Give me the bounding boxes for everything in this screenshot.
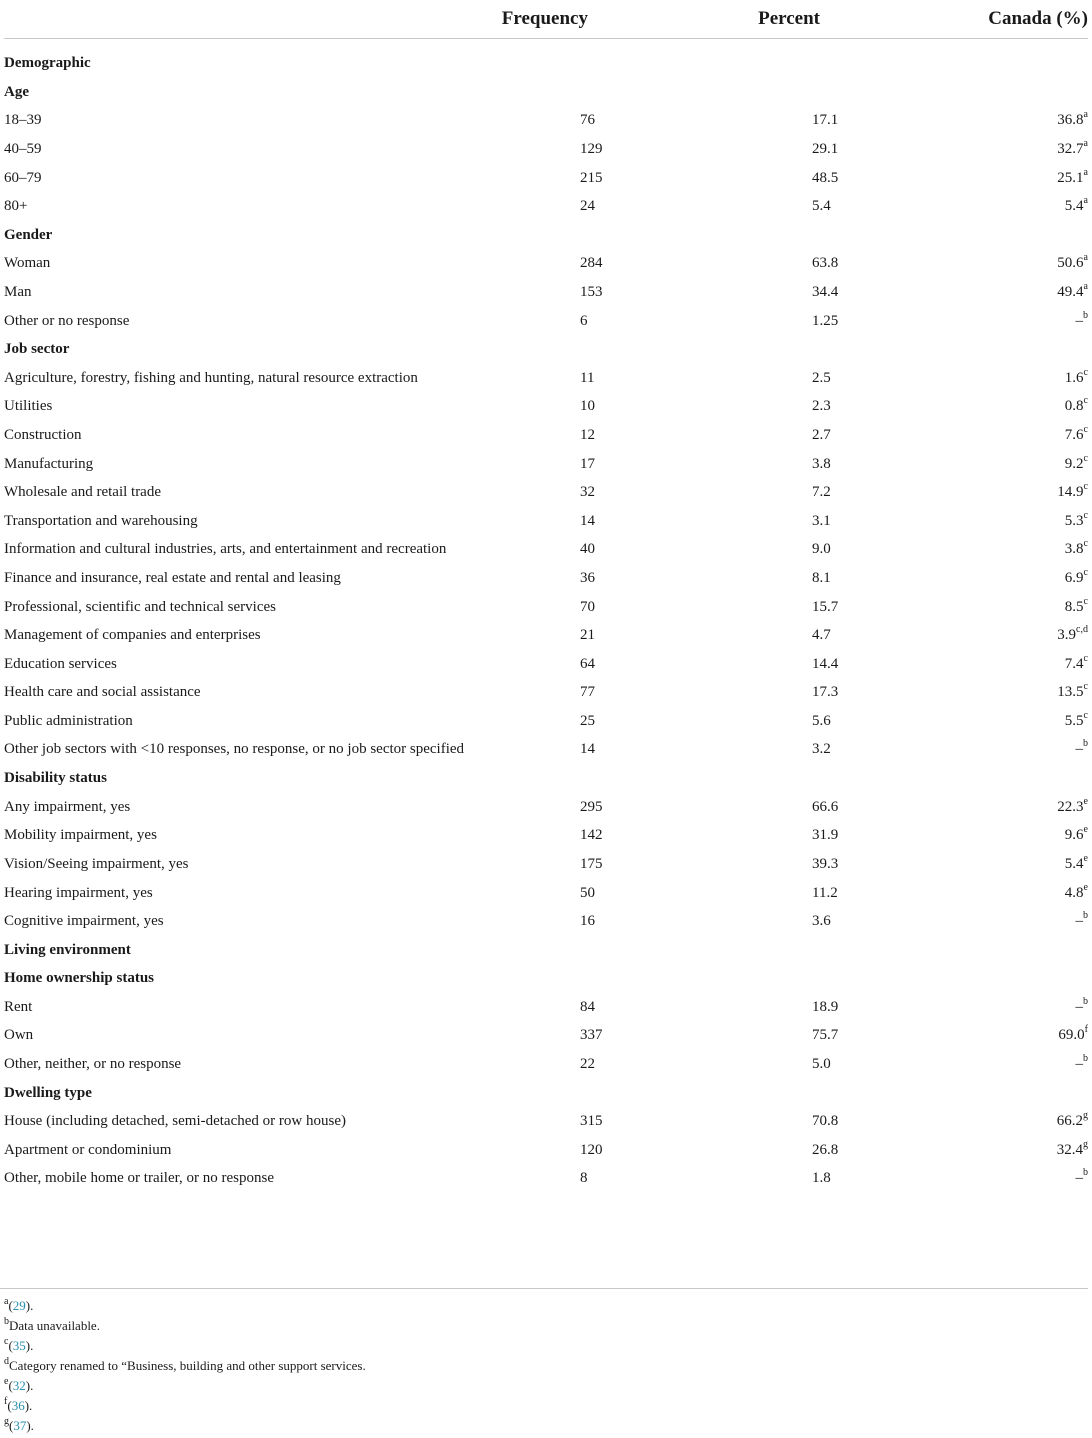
row-label: Wholesale and retail trade [4, 484, 162, 501]
canada-cell [919, 1107, 1088, 1136]
percent-cell: 63.8 [812, 255, 839, 272]
frequency-cell: 295 [580, 798, 603, 815]
percent-cell: 18.9 [812, 998, 839, 1015]
table-row [4, 1050, 1088, 1079]
canada-value: 32.7 [1057, 141, 1084, 158]
canada-cell [919, 1164, 1088, 1193]
canada-cell [919, 421, 1088, 450]
footnote-text: ( [7, 1398, 12, 1413]
frequency-cell: 215 [580, 169, 603, 186]
canada-value: 9.2 [1064, 455, 1084, 472]
footnote-text: ( [9, 1418, 14, 1433]
row-label: Rent [4, 998, 33, 1015]
table-row [4, 278, 1088, 307]
row-label: Other, mobile home or trailer, or no response [4, 1170, 274, 1187]
table-row [4, 135, 1088, 164]
percent-cell: 3.6 [812, 913, 831, 930]
canada-cell [919, 278, 1088, 307]
footnote-marker: b [1083, 738, 1088, 750]
footnote-text: ( [8, 1298, 13, 1313]
canada-cell [919, 735, 1088, 764]
percent-cell: 4.7 [812, 627, 831, 644]
row-label: Other or no response [4, 312, 130, 329]
header-canada: Canada (%) [919, 0, 1088, 39]
percent-cell: 17.3 [812, 684, 839, 701]
percent-cell: 7.2 [812, 484, 831, 501]
table-row [4, 421, 1088, 450]
table-row [4, 306, 1088, 335]
section-row [4, 764, 1088, 793]
percent-cell: 5.0 [812, 1056, 831, 1073]
frequency-cell: 6 [580, 312, 588, 329]
footnote-mark: b [4, 1315, 9, 1327]
footnote-marker: c [1083, 538, 1088, 550]
row-label: 60–79 [4, 169, 42, 186]
table-row [4, 621, 1088, 650]
row-label: Public administration [4, 712, 133, 729]
canada-value: – [1075, 1056, 1083, 1073]
footnote-marker: e [1083, 824, 1088, 836]
footnote-marker: a [1083, 166, 1088, 178]
canada-cell [919, 649, 1088, 678]
canada-value: 36.8 [1057, 112, 1084, 129]
canada-value: 3.8 [1064, 541, 1084, 558]
header-frequency: Frequency [474, 0, 714, 39]
table-row [4, 792, 1088, 821]
canada-cell [919, 707, 1088, 736]
percent-cell: 2.5 [812, 369, 831, 386]
table-bottom-rule [0, 1288, 1088, 1289]
percent-cell: 29.1 [812, 141, 839, 158]
percent-cell: 31.9 [812, 827, 839, 844]
frequency-cell: 14 [580, 512, 595, 529]
frequency-cell: 129 [580, 141, 603, 158]
frequency-cell: 8 [580, 1170, 588, 1187]
footnote-suffix: ). [25, 1378, 34, 1393]
footnote-marker: a [1083, 138, 1088, 150]
percent-cell: 9.0 [812, 541, 831, 558]
footnote-mark: g [4, 1415, 9, 1427]
footnote-suffix: ). [24, 1398, 33, 1413]
canada-value: 49.4 [1057, 284, 1084, 301]
table-row [4, 821, 1088, 850]
canada-cell [919, 449, 1088, 478]
table-row [4, 449, 1088, 478]
canada-cell [919, 907, 1088, 936]
footnote-marker: b [1083, 910, 1088, 922]
canada-cell [919, 592, 1088, 621]
canada-cell [919, 135, 1088, 164]
footnote-marker: b [1083, 309, 1088, 321]
table-row [4, 478, 1088, 507]
canada-value: 7.6 [1064, 427, 1084, 444]
canada-value: 9.6 [1064, 827, 1084, 844]
table-row [4, 1021, 1088, 1050]
section-heading: Gender [4, 226, 53, 243]
section-heading: Job sector [4, 341, 70, 358]
footnote-marker: c [1083, 481, 1088, 493]
frequency-cell: 40 [580, 541, 595, 558]
canada-cell [919, 564, 1088, 593]
percent-cell: 26.8 [812, 1141, 839, 1158]
footnote-marker: g [1083, 1138, 1088, 1150]
section-row [4, 39, 1088, 78]
footnote-suffix: ). [25, 1298, 34, 1313]
canada-cell [919, 192, 1088, 221]
footnotes [4, 1296, 366, 1436]
percent-cell: 70.8 [812, 1113, 839, 1130]
footnote-marker: b [1083, 1053, 1088, 1065]
canada-value: 14.9 [1057, 484, 1084, 501]
canada-value: 5.4 [1064, 855, 1084, 872]
canada-cell [919, 507, 1088, 536]
table-row [4, 535, 1088, 564]
canada-value: 5.4 [1064, 198, 1084, 215]
frequency-cell: 142 [580, 827, 603, 844]
percent-cell: 75.7 [812, 1027, 839, 1044]
footnote-marker: f [1084, 1024, 1088, 1036]
canada-cell [919, 392, 1088, 421]
frequency-cell: 36 [580, 569, 595, 586]
canada-cell [919, 478, 1088, 507]
footnote-item [4, 1416, 366, 1436]
reference-link[interactable]: 29 [12, 1298, 26, 1313]
reference-link[interactable]: 32 [12, 1378, 26, 1393]
percent-cell: 66.6 [812, 798, 839, 815]
footnote-marker: a [1083, 281, 1088, 293]
footnote-marker: c [1083, 652, 1088, 664]
percent-cell: 2.7 [812, 427, 831, 444]
frequency-cell: 11 [580, 369, 595, 386]
canada-cell [919, 535, 1088, 564]
percent-cell: 2.3 [812, 398, 831, 415]
table-container [4, 0, 1088, 1193]
row-label: Finance and insurance, real estate and rental and leasing [4, 569, 341, 586]
section-heading: Disability status [4, 770, 107, 787]
row-label: Own [4, 1027, 34, 1044]
footnote-mark: e [4, 1375, 9, 1387]
table-row [4, 249, 1088, 278]
row-label: Mobility impairment, yes [4, 827, 157, 844]
canada-cell [919, 106, 1088, 135]
canada-cell [919, 306, 1088, 335]
footnote-item [4, 1316, 366, 1336]
canada-value: – [1075, 1170, 1083, 1187]
row-label: Apartment or condominium [4, 1141, 172, 1158]
section-row [4, 935, 1088, 964]
canada-value: 0.8 [1064, 398, 1084, 415]
footnote-mark: c [4, 1335, 9, 1347]
frequency-cell: 32 [580, 484, 595, 501]
percent-cell: 15.7 [812, 598, 839, 615]
frequency-cell: 337 [580, 1027, 603, 1044]
footnote-marker: c [1083, 595, 1088, 607]
header-percent: Percent [714, 0, 919, 39]
frequency-cell: 76 [580, 112, 595, 129]
canada-value: 8.5 [1064, 598, 1084, 615]
reference-link[interactable]: 35 [12, 1338, 26, 1353]
canada-value: 6.9 [1064, 569, 1084, 586]
frequency-cell: 17 [580, 455, 595, 472]
canada-value: 7.4 [1064, 655, 1084, 672]
canada-cell [919, 678, 1088, 707]
percent-cell: 14.4 [812, 655, 839, 672]
footnote-marker: g [1083, 1110, 1088, 1122]
canada-cell [919, 364, 1088, 393]
canada-value: – [1075, 913, 1083, 930]
canada-value: – [1075, 998, 1083, 1015]
section-row [4, 221, 1088, 250]
table-header [4, 0, 1088, 39]
frequency-cell: 284 [580, 255, 603, 272]
footnote-marker: c [1083, 681, 1088, 693]
frequency-cell: 50 [580, 884, 595, 901]
footnote-marker: a [1083, 109, 1088, 121]
section-heading: Living environment [4, 941, 131, 958]
canada-cell [919, 821, 1088, 850]
table-row [4, 1107, 1088, 1136]
table-row [4, 106, 1088, 135]
canada-cell [919, 792, 1088, 821]
percent-cell: 11.2 [812, 884, 838, 901]
footnote-marker: b [1083, 1167, 1088, 1179]
footnote-item [4, 1296, 366, 1316]
table-row [4, 592, 1088, 621]
footnote-suffix: ). [25, 1338, 34, 1353]
table-row [4, 993, 1088, 1022]
table-row [4, 878, 1088, 907]
footnote-item [4, 1396, 366, 1416]
row-label: Manufacturing [4, 455, 94, 472]
frequency-cell: 21 [580, 627, 595, 644]
table-row [4, 649, 1088, 678]
canada-value: 4.8 [1064, 884, 1084, 901]
frequency-cell: 22 [580, 1056, 595, 1073]
row-label: Cognitive impairment, yes [4, 913, 164, 930]
frequency-cell: 14 [580, 741, 595, 758]
frequency-cell: 24 [580, 198, 595, 215]
section-row [4, 335, 1088, 364]
footnote-item [4, 1356, 366, 1376]
row-label: Health care and social assistance [4, 684, 201, 701]
footnote-marker: e [1083, 881, 1088, 893]
frequency-cell: 10 [580, 398, 595, 415]
canada-cell [919, 878, 1088, 907]
footnote-text: ( [8, 1338, 13, 1353]
canada-value: 22.3 [1057, 798, 1084, 815]
percent-cell: 39.3 [812, 855, 839, 872]
table-row [4, 1164, 1088, 1193]
row-label: Other job sectors with <10 responses, no response, or no job sector specified [4, 741, 465, 758]
frequency-cell: 64 [580, 655, 595, 672]
percent-cell: 5.6 [812, 712, 831, 729]
frequency-cell: 315 [580, 1113, 603, 1130]
row-label: 18–39 [4, 112, 42, 129]
table-row [4, 392, 1088, 421]
canada-value: – [1075, 741, 1083, 758]
table-row [4, 564, 1088, 593]
table-row [4, 1136, 1088, 1165]
footnote-marker: e [1083, 852, 1088, 864]
row-label: 80+ [4, 198, 28, 215]
footnote-marker: b [1083, 995, 1088, 1007]
footnote-suffix: ). [26, 1418, 34, 1433]
canada-value: 25.1 [1057, 169, 1084, 186]
section-heading: Home ownership status [4, 970, 155, 987]
footnote-marker: c [1083, 709, 1088, 721]
table-row [4, 507, 1088, 536]
canada-cell [919, 993, 1088, 1022]
frequency-cell: 120 [580, 1141, 603, 1158]
row-label: Transportation and warehousing [4, 512, 198, 529]
canada-cell [919, 1050, 1088, 1079]
percent-cell: 1.8 [812, 1170, 831, 1187]
canada-value: 50.6 [1057, 255, 1084, 272]
row-label: Education services [4, 655, 117, 672]
percent-cell: 8.1 [812, 569, 831, 586]
frequency-cell: 175 [580, 855, 603, 872]
canada-value: 5.3 [1064, 512, 1084, 529]
section-heading: Demographic [4, 55, 91, 72]
frequency-cell: 25 [580, 712, 595, 729]
footnote-marker: c [1083, 566, 1088, 578]
section-row [4, 1078, 1088, 1107]
section-row [4, 78, 1088, 107]
section-heading: Dwelling type [4, 1084, 92, 1101]
footnote-text: ( [8, 1378, 13, 1393]
canada-value: 66.2 [1056, 1113, 1083, 1130]
row-label: Construction [4, 427, 82, 444]
canada-value: 5.5 [1064, 712, 1084, 729]
section-row [4, 964, 1088, 993]
percent-cell: 3.1 [812, 512, 831, 529]
canada-value: 13.5 [1057, 684, 1084, 701]
row-label: Vision/Seeing impairment, yes [4, 855, 189, 872]
canada-value: 69.0 [1058, 1027, 1085, 1044]
percent-cell: 3.8 [812, 455, 831, 472]
footnote-marker: a [1083, 252, 1088, 264]
reference-link[interactable]: 37 [13, 1418, 27, 1433]
canada-cell [919, 1021, 1088, 1050]
footnote-marker: c [1083, 452, 1088, 464]
header-label-empty [4, 0, 474, 39]
percent-cell: 3.2 [812, 741, 831, 758]
canada-value: 3.9 [1057, 627, 1077, 644]
footnote-marker: c,d [1076, 624, 1088, 636]
footnote-mark: f [4, 1395, 8, 1407]
footnote-item [4, 1376, 366, 1396]
row-label: Man [4, 284, 32, 301]
demographics-table [4, 0, 1088, 1193]
canada-value: – [1075, 312, 1083, 329]
table-row [4, 192, 1088, 221]
table-row [4, 678, 1088, 707]
frequency-cell: 70 [580, 598, 595, 615]
percent-cell: 5.4 [812, 198, 831, 215]
frequency-cell: 16 [580, 913, 595, 930]
percent-cell: 48.5 [812, 169, 839, 186]
footnote-text: Data unavailable. [9, 1318, 100, 1333]
percent-cell: 17.1 [812, 112, 839, 129]
percent-cell: 34.4 [812, 284, 839, 301]
footnote-marker: c [1083, 509, 1088, 521]
table-body [4, 39, 1088, 1193]
row-label: Any impairment, yes [4, 798, 131, 815]
row-label: Management of companies and enterprises [4, 627, 261, 644]
footnote-mark: d [4, 1355, 9, 1367]
footnote-marker: c [1083, 366, 1088, 378]
reference-link[interactable]: 36 [11, 1398, 25, 1413]
row-label: 40–59 [4, 141, 42, 158]
row-label: Utilities [4, 398, 53, 415]
table-row [4, 364, 1088, 393]
canada-value: 32.4 [1056, 1141, 1083, 1158]
table-row [4, 850, 1088, 879]
canada-cell [919, 850, 1088, 879]
row-label: Woman [4, 255, 51, 272]
footnote-marker: e [1083, 795, 1088, 807]
row-label: Hearing impairment, yes [4, 884, 153, 901]
frequency-cell: 84 [580, 998, 595, 1015]
table-row [4, 163, 1088, 192]
footnote-mark: a [4, 1295, 9, 1307]
footnote-marker: a [1083, 195, 1088, 207]
footnote-item [4, 1336, 366, 1356]
row-label: Other, neither, or no response [4, 1056, 182, 1073]
footnote-marker: c [1083, 395, 1088, 407]
section-heading: Age [4, 83, 29, 100]
row-label: Information and cultural industries, arts, and entertainment and recreation [4, 541, 447, 558]
frequency-cell: 77 [580, 684, 595, 701]
footnote-text: Category renamed to “Business, building and other support services. [9, 1358, 366, 1373]
row-label: Agriculture, forestry, fishing and hunting, natural resource extraction [4, 369, 418, 386]
canada-cell [919, 249, 1088, 278]
canada-value: 1.6 [1064, 369, 1084, 386]
canada-cell [919, 621, 1088, 650]
frequency-cell: 12 [580, 427, 595, 444]
table-row [4, 907, 1088, 936]
footnote-marker: c [1083, 424, 1088, 436]
table-row [4, 735, 1088, 764]
table-row [4, 707, 1088, 736]
percent-cell: 1.25 [812, 312, 839, 329]
row-label: House (including detached, semi-detached or row house) [4, 1113, 346, 1130]
header-row [4, 0, 1088, 39]
canada-cell [919, 163, 1088, 192]
frequency-cell: 153 [580, 284, 603, 301]
row-label: Professional, scientific and technical services [4, 598, 276, 615]
canada-cell [919, 1136, 1088, 1165]
